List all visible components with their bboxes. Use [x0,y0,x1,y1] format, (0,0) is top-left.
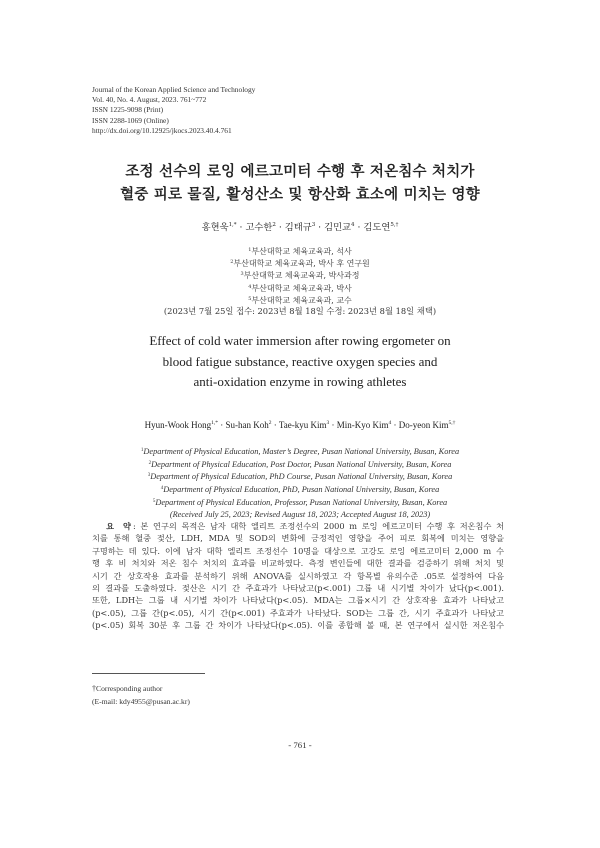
affiliation-en: $^4$Department of Physical Education, PhD, Pusan National University, Busan, Korea [160,485,440,495]
abstract-line: 구명하는 데 있다. 이에 남자 대학 엘리트 조정선수 10명을 대상으로 고강도 로잉 에르고미터 2,000 m 수 [92,545,504,556]
affiliation-en: $^2$Department of Physical Education, Post Doctor, Pusan National University, Busan, Korea [148,459,452,469]
abstract-line: 행 후 비 처치와 저온 침수 처치의 효과를 비교하였다. 측정 변인들에 대한 결과를 검증하기 위해 처치 및 [92,558,504,569]
abstract-line: 또한, LDH는 그룹 내 시기별 차이가 나타났다(p<.05). MDA는 그룹×시기 간 상호작용 효과가 나타났고 [92,595,504,606]
author-ko: 김태규$^3$ [284,222,316,233]
issn-online: ISSN 2288-1069 (Online) [92,115,169,125]
author-en: Su-han Koh$^2$ [225,420,272,430]
english-affiliations [0,445,600,520]
issn-print: ISSN 1225-9098 (Print) [92,105,164,115]
affiliation-ko: $^1$부산대학교 체육교육과, 석사 [248,247,352,256]
author-en: Do-yeon Kim$^{5,\dagger}$ [398,420,456,430]
abstract [92,520,504,632]
author-en: Hyun-Wook Hong$^{1,*}$ [144,420,219,430]
korean-title-line-1: 조정 선수의 로잉 에르고미터 수행 후 저온침수 처치가 [125,163,475,180]
abstract-line: (p<.05) 회복 30분 후 그룹 간 차이가 나타났다(p<.05). 이를 종합해 볼 때, 본 연구에서 실시한 저온침수 [92,620,504,631]
abstract-line: 치를 통해 혈중 젖산, LDH, MDA 및 SOD의 변화에 긍정적인 영향을 주어 피로 회복에 미치는 영향을 [92,533,504,544]
abstract-line: 시기 간 상호작용 효과를 분석하기 위해 ANOVA를 실시하였고 각 항목별 유의수준 .05로 설정하여 다음 [92,570,504,581]
author-en: Tae-kyu Kim$^3$ [278,420,330,430]
korean-dates: (2023년 7월 25일 접수: 2023년 8월 18일 수정: 2023년 8월 18일 채택) [163,306,437,316]
author-ko: 김도연$^{5,\dagger}$ [363,222,399,233]
author-ko: 홍현욱$^{1,*}$ [201,222,237,233]
dagger-mark: † [92,684,96,693]
footnote-divider [92,673,205,674]
abstract-line: 의 결과를 도출하였다. 젖산은 시기 간 주효과가 나타났고(p<.001) 그룹 내 시기별 차이가 났다(p<.001). [92,583,504,594]
english-title-line-3: anti-oxidation enzyme in rowing athletes [193,374,407,389]
english-authors: Hyun-Wook Hong$^{1,*}$ · Su-han Koh$^2$ · Tae-kyu Kim$^3$ · Min-Kyo Kim$^4$ · Do-yeon Kim$^{5,\dagger}$ [144,420,456,430]
abstract-label: 요 약 [106,521,133,531]
page-number: - 761 - [288,740,312,750]
english-title [0,331,600,393]
korean-affiliations [0,245,600,306]
doi-link[interactable]: http://dx.doi.org/10.12925/jkocs.2023.40.4.761 [92,125,232,135]
footnote-email: (E-mail: kdy4955@pusan.ac.kr) [92,697,190,706]
korean-title [0,160,600,206]
english-dates: (Received July 25, 2023; Revised August 18, 2023; Accepted August 18, 2023) [169,509,431,519]
abstract-line: 요 약: 본 연구의 목적은 남자 대학 엘리트 조정선수의 2000 m 로잉 에르고미터 수행 후 저온침수 처 [106,521,505,531]
journal-volume: Vol. 40, No. 4. August, 2023. 761~772 [92,95,207,105]
affiliation-ko: $^2$부산대학교 체육교육과, 박사 후 연구원 [230,259,370,269]
journal-name: Journal of the Korean Applied Science and Technology [92,85,256,94]
corresponding-author-footnote [92,682,190,708]
author-ko: 김민교$^4$ [324,222,355,233]
abstract-line: (p<.05), 그룹 간(p<.05), 시기 간(p<.001) 주효과가 나타났다. SOD는 그룹 간, 시기 주효과가 나타났고 [92,607,504,618]
korean-title-line-2: 혈중 피로 물질, 활성산소 및 항산화 효소에 미치는 영향 [120,186,480,203]
korean-authors: 홍현욱$^{1,*}$ · 고수한$^2$ · 김태규$^3$ · 김민교$^4$ · 김도연$^{5,\dagger}$ [201,222,399,233]
author-en: Min-Kyo Kim$^4$ [336,420,392,430]
affiliation-ko: $^5$부산대학교 체육교육과, 교수 [248,295,352,305]
affiliation-en: $^3$Department of Physical Education, PhD Course, Pusan National University, Busan, Korea [147,472,453,482]
affiliation-en: $^1$Department of Physical Education, Master’s Degree, Pusan National University, Busan, Korea [140,447,460,456]
author-ko: 고수한$^2$ [245,222,276,233]
english-title-line-1: Effect of cold water immersion after rowing ergometer on [149,333,451,348]
affiliation-en: $^5$Department of Physical Education, Professor, Pusan National University, Busan, Korea [152,497,448,507]
affiliation-ko: $^4$부산대학교 체육교육과, 박사 [248,283,352,293]
english-title-line-2: blood fatigue substance, reactive oxygen species and [162,353,438,369]
affiliation-ko: $^3$부산대학교 체육교육과, 박사과정 [240,271,360,281]
footnote-label-line: †Corresponding author [92,684,163,693]
journal-header [92,85,255,136]
